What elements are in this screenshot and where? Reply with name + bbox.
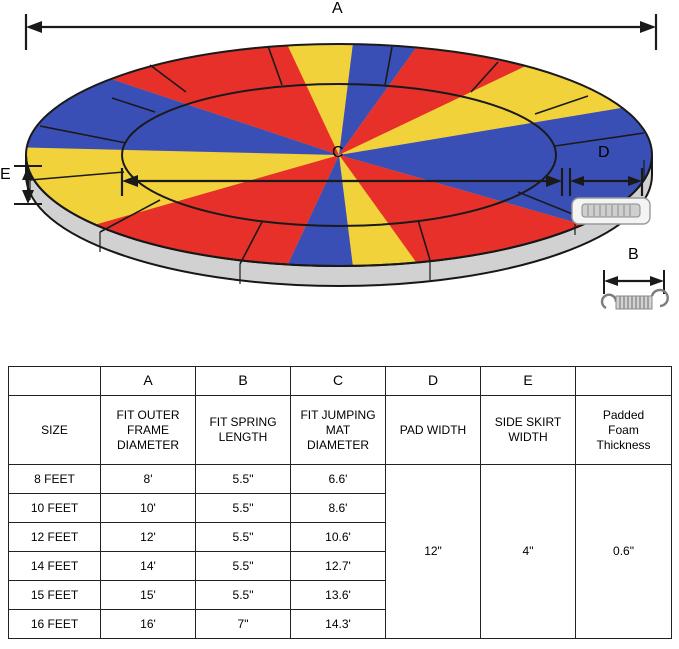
cell-spring: 5.5" <box>196 465 291 494</box>
cell-spring: 5.5" <box>196 494 291 523</box>
cell-mat: 12.7' <box>291 552 386 581</box>
cell-size: 12 FEET <box>9 523 101 552</box>
cell-frame: 8' <box>101 465 196 494</box>
header-size: SIZE <box>9 396 101 465</box>
cell-foam-thickness-merged: 0.6" <box>576 465 672 639</box>
letter-cell-c: C <box>291 367 386 396</box>
label-e: E <box>0 166 11 183</box>
cell-mat: 13.6' <box>291 581 386 610</box>
header-side-skirt-width: SIDE SKIRT WIDTH <box>481 396 576 465</box>
cell-side-skirt-merged: 4" <box>481 465 576 639</box>
cell-frame: 12' <box>101 523 196 552</box>
cell-frame: 15' <box>101 581 196 610</box>
cell-spring: 5.5" <box>196 581 291 610</box>
cell-mat: 6.6' <box>291 465 386 494</box>
cell-pad-width-merged: 12" <box>386 465 481 639</box>
header-spring-length: FIT SPRING LENGTH <box>196 396 291 465</box>
cell-spring: 5.5" <box>196 552 291 581</box>
cell-size: 15 FEET <box>9 581 101 610</box>
letter-cell-d: D <box>386 367 481 396</box>
table-row-headers <box>9 396 672 465</box>
label-c: C <box>332 144 344 161</box>
cell-frame: 14' <box>101 552 196 581</box>
letter-cell-e: E <box>481 367 576 396</box>
spec-table <box>8 366 672 639</box>
cell-mat: 14.3' <box>291 610 386 639</box>
letter-cell-blank-right <box>576 367 672 396</box>
cell-mat: 10.6' <box>291 523 386 552</box>
header-frame-diameter: FIT OUTER FRAME DIAMETER <box>101 396 196 465</box>
table-row-letters <box>9 367 672 396</box>
cell-size: 16 FEET <box>9 610 101 639</box>
letter-cell-b: B <box>196 367 291 396</box>
label-d: D <box>598 144 610 161</box>
cell-frame: 16' <box>101 610 196 639</box>
spring-part <box>602 290 668 309</box>
cell-size: 8 FEET <box>9 465 101 494</box>
letter-cell-blank-left <box>9 367 101 396</box>
header-foam-thickness: Padded Foam Thickness <box>576 396 672 465</box>
cell-size: 14 FEET <box>9 552 101 581</box>
spec-table-wrap <box>8 366 671 639</box>
header-mat-diameter: FIT JUMPING MAT DIAMETER <box>291 396 386 465</box>
header-pad-width: PAD WIDTH <box>386 396 481 465</box>
letter-cell-a: A <box>101 367 196 396</box>
cell-spring: 7" <box>196 610 291 639</box>
cell-size: 10 FEET <box>9 494 101 523</box>
cell-mat: 8.6' <box>291 494 386 523</box>
cell-spring: 5.5" <box>196 523 291 552</box>
label-a: A <box>332 0 343 17</box>
label-b: B <box>628 246 639 263</box>
cell-frame: 10' <box>101 494 196 523</box>
buckle-part <box>572 198 650 224</box>
table-row <box>9 465 672 494</box>
